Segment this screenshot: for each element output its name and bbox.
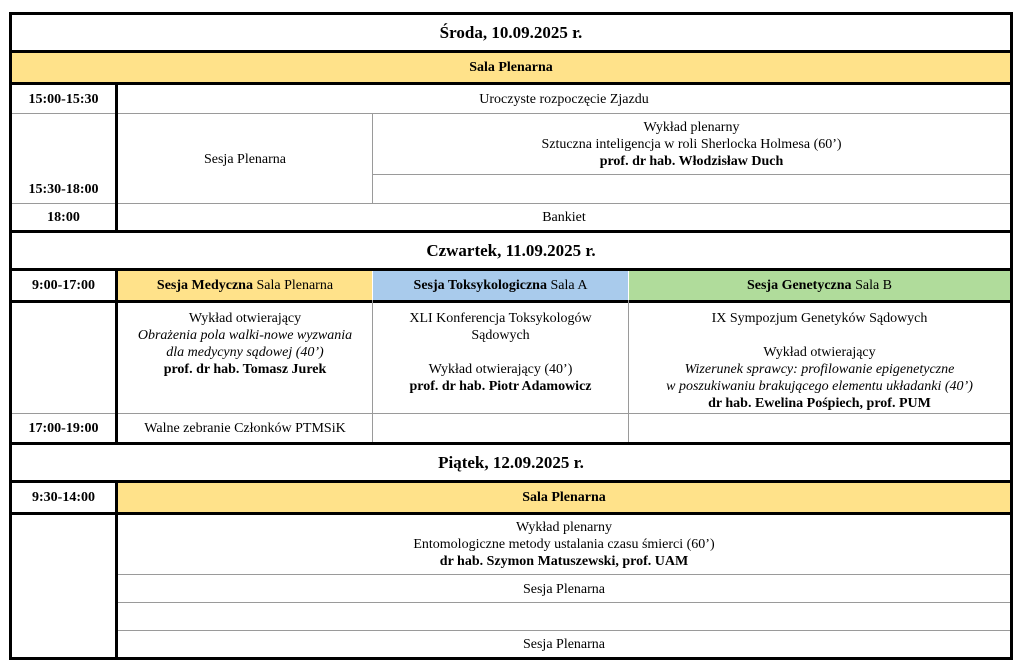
- fri-lecture-type: Wykład plenarny: [516, 520, 612, 535]
- fri-session-1: Sesja Plenarna: [522, 581, 606, 597]
- fri-lecture-speaker: dr hab. Szymon Matuszewski, prof. UAM: [439, 554, 689, 569]
- event-opening: Uroczyste rozpoczęcie Zjazdu: [479, 91, 649, 107]
- lecture-type: Wykład plenarny: [643, 119, 740, 135]
- divider: [115, 268, 118, 442]
- medical-title-line1: Obrażenia pola walki-nowe wyzwania: [137, 328, 353, 343]
- general-meeting: Walne zebranie Członków PTMSiK: [144, 420, 346, 436]
- toxicology-conference-line1: XLI Konferencja Toksykologów: [409, 311, 592, 326]
- day-title-wednesday: Środa, 10.09.2025 r.: [439, 23, 583, 42]
- divider: [115, 480, 118, 660]
- medical-speaker: prof. dr hab. Tomasz Jurek: [163, 362, 327, 377]
- genetics-title-line1: Wizerunek sprawcy: profilowanie epigenetyczne: [684, 362, 955, 377]
- toxicology-conference-line2: Sądowych: [471, 328, 530, 343]
- session-header-genetics: [629, 271, 1010, 300]
- medical-session-content: [118, 303, 372, 413]
- session-hall-genetics: Sala B: [855, 278, 893, 293]
- genetics-session-content: [629, 303, 1010, 413]
- lecture-title: Sztuczna inteligencja w roli Sherlocka Holmesa (60’): [541, 136, 842, 152]
- time-thu-meeting: 17:00-19:00: [28, 420, 99, 436]
- divider: [372, 300, 373, 442]
- time-fri: 9:30-14:00: [32, 490, 95, 505]
- toxicology-session-content: [373, 303, 628, 413]
- session-hall-toxicology: Sala A: [550, 278, 588, 293]
- schedule-table: [9, 12, 1013, 660]
- divider: [118, 602, 1010, 603]
- session-hall-medical: Sala Plenarna: [256, 278, 334, 293]
- event-banquet: Bankiet: [542, 209, 586, 225]
- genetics-speaker: dr hab. Ewelina Pośpiech, prof. PUM: [708, 396, 931, 411]
- divider: [12, 413, 1010, 414]
- time-thu-main: 9:00-17:00: [32, 278, 95, 293]
- genetics-title-line2: w poszukiwaniu brakującego elementu układanki (40’): [666, 379, 973, 394]
- session-header-toxicology: [373, 271, 628, 300]
- divider: [372, 113, 373, 203]
- divider: [12, 50, 1010, 53]
- divider: [373, 174, 1010, 175]
- session-name-toxicology: Sesja Toksykologiczna: [413, 278, 547, 293]
- divider: [12, 480, 1010, 483]
- time-wed-2: 15:30-18:00: [28, 181, 99, 197]
- divider: [12, 203, 1010, 204]
- toxicology-lecture: Wykład otwierający (40’): [428, 362, 573, 377]
- time-wed-1: 15:00-15:30: [28, 91, 99, 107]
- medical-lecture-type: Wykład otwierający: [188, 311, 302, 326]
- wednesday-hall-header: Sala Plenarna: [12, 53, 1010, 82]
- day-title-friday: Piątek, 12.09.2025 r.: [438, 453, 584, 472]
- medical-title-line2: dla medycyny sądowej (40’): [166, 345, 324, 360]
- time-wed-3: 18:00: [47, 209, 80, 225]
- plenary-lecture-fri: [118, 515, 1010, 574]
- lecture-speaker: prof. dr hab. Włodzisław Duch: [599, 153, 784, 169]
- genetics-lecture-type: Wykład otwierający: [763, 345, 876, 360]
- divider: [12, 113, 1010, 114]
- fri-session-2: Sesja Plenarna: [522, 636, 606, 652]
- divider: [12, 230, 1010, 233]
- friday-hall-header: Sala Plenarna: [118, 483, 1010, 512]
- divider: [12, 268, 1010, 271]
- session-name-medical: Sesja Medyczna: [156, 278, 253, 293]
- divider: [12, 82, 1010, 85]
- toxicology-speaker: prof. dr hab. Piotr Adamowicz: [409, 379, 592, 394]
- divider: [12, 300, 1010, 303]
- divider: [118, 630, 1010, 631]
- day-title-thursday: Czwartek, 11.09.2025 r.: [426, 241, 596, 260]
- divider: [118, 574, 1010, 575]
- session-plenary-wed: Sesja Plenarna: [203, 151, 287, 167]
- session-header-medical: [118, 271, 372, 300]
- fri-lecture-title: Entomologiczne metody ustalania czasu śmierci (60’): [413, 537, 715, 552]
- genetics-symposium: IX Sympozjum Genetyków Sądowych: [711, 311, 928, 326]
- divider: [115, 82, 118, 230]
- divider: [628, 300, 629, 442]
- divider: [12, 512, 1010, 515]
- divider: [12, 442, 1010, 445]
- session-name-genetics: Sesja Genetyczna: [746, 278, 852, 293]
- plenary-lecture-wed: [373, 114, 1010, 174]
